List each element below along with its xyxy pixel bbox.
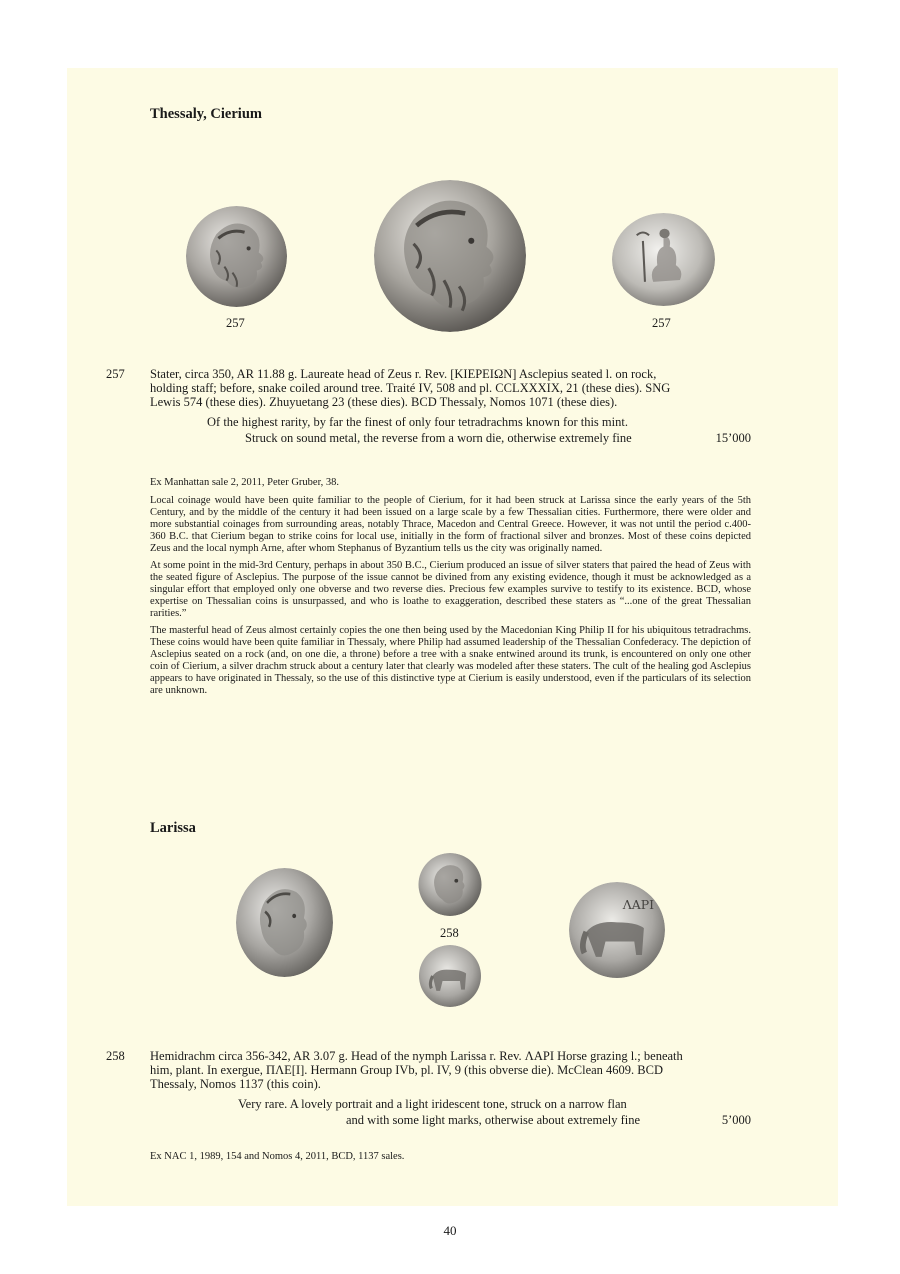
section-heading-cierium: Thessaly, Cierium [150,106,262,122]
coin-258-obverse-small [418,853,482,916]
lot-258-provenance: Ex NAC 1, 1989, 154 and Nomos 4, 2011, BCD, 1137 sales. [150,1151,405,1162]
lot-257-price: 15’000 [715,431,751,445]
lot-258-grade-line-2: and with some light marks, otherwise about extremely fine [346,1113,641,1127]
lot-258-description-line: him, plant. In exergue, ΠΛΕ[Ι]. Hermann Group IVb, pl. IV, 9 (this obverse die). McClean 4609. BCD [150,1063,664,1077]
lot-258-price: 5’000 [721,1113,751,1127]
lot-257-description-line: Lewis 574 (these dies). Zhuyuetang 23 (these dies). BCD Thessaly, Nomos 1071 (these dies). [150,395,618,409]
note-paragraph: Local coinage would have been quite familiar to the people of Cierium, for it had been struck at Larissa since the early years of the 5th Century, and by the middle of the century it had been issued on a large scale by a few Thessalian cities. Furthermore, there were older and more substantial coinages from surrounding areas, notably Thrace, Macedon and Central Greece. However, it was not until the period c.400-360 B.C. that Cierium began to strike coins for local use, initially in the form of fractional silver and bronzes. Most of these coins depicted Zeus and the local nymph Arne, after whom Stephanus of Byzantium tells us the city was originally named. [150,495,751,554]
coin-258-obverse-large [236,868,333,977]
lot-257-description-line: holding staff; before, snake coiled around tree. Traité IV, 508 and pl. CCLXXXIX, 21 (these dies). SNG [150,381,671,395]
page-number: 40 [443,1223,457,1238]
coin-257-obverse-large [374,180,526,332]
coin-258-reverse-small [418,945,482,1007]
coin-257-obverse-small [186,206,287,307]
lot-number-258: 258 [106,1049,125,1063]
lot-number-257: 257 [106,367,125,381]
coin-258-reverse-large [569,882,665,978]
lot-257-description [150,367,670,409]
lot-257-provenance: Ex Manhattan sale 2, 2011, Peter Gruber, 38. [150,477,340,488]
lot-258-grade-line-1: Very rare. A lovely portrait and a light iridescent tone, struck on a narrow flan [238,1097,627,1111]
coin-257-reverse [612,213,715,306]
lot-257-grade-line-2: Struck on sound metal, the reverse from a worn die, otherwise extremely fine [245,431,632,445]
lot-257-notes [150,495,751,702]
coin-258-legend: ΛΑΡΙ [622,896,655,912]
section-heading-larissa: Larissa [150,820,196,836]
lot-257-grade-line-1: Of the highest rarity, by far the finest of only four tetradrachms known for this mint. [207,415,628,429]
lot-258-description-line: Hemidrachm circa 356-342, AR 3.07 g. Head of the nymph Larissa r. Rev. ΛΑΡΙ Horse grazing l.; beneath [150,1049,683,1063]
lot-258-description [150,1049,683,1091]
lot-258-description-line: Thessaly, Nomos 1137 (this coin). [150,1077,321,1091]
note-paragraph: At some point in the mid-3rd Century, perhaps in about 350 B.C., Cierium produced an issue of silver staters that paired the head of Zeus with the seated figure of Asclepius. The purpose of the issue cannot be divined from any existing evidence, though it must be acknowledged as a singular effort that employed only one obverse and two reverse dies. Precious few examples survive to testify to its existence. BCD, whose expertise on Thessalian coins is unsurpassed, and who is loathe to exaggeration, described these staters as “...one of the great Thessalian rarities.” [150,560,751,619]
coin-label-257-right: 257 [652,316,671,330]
note-paragraph: The masterful head of Zeus almost certainly copies the one then being used by the Macedonian King Philip II for his ubiquitous tetradrachms. These coins would have been quite familiar in Thessaly, where Philip had assumed leadership of the Thessalian Confederacy. The depiction of Asclepius seated on a rock (and, on one die, a throne) before a tree with a snake entwined around its trunk, is encountered on only one other coin of Cierium, a silver drachm struck about a century later that clearly was modeled after these staters. The cult of the healing god Asclepius appears to have originated in Thessaly, so the use of this distinctive type at Cierium is easily understood, even if the particulars of its selection are unknown. [150,625,751,696]
coin-label-257-left: 257 [226,316,245,330]
coin-label-258: 258 [440,926,459,940]
lot-257-description-line: Stater, circa 350, AR 11.88 g. Laureate head of Zeus r. Rev. [ΚΙΕΡΕΙΩΝ] Asclepius seated l. on rock, [150,367,657,381]
